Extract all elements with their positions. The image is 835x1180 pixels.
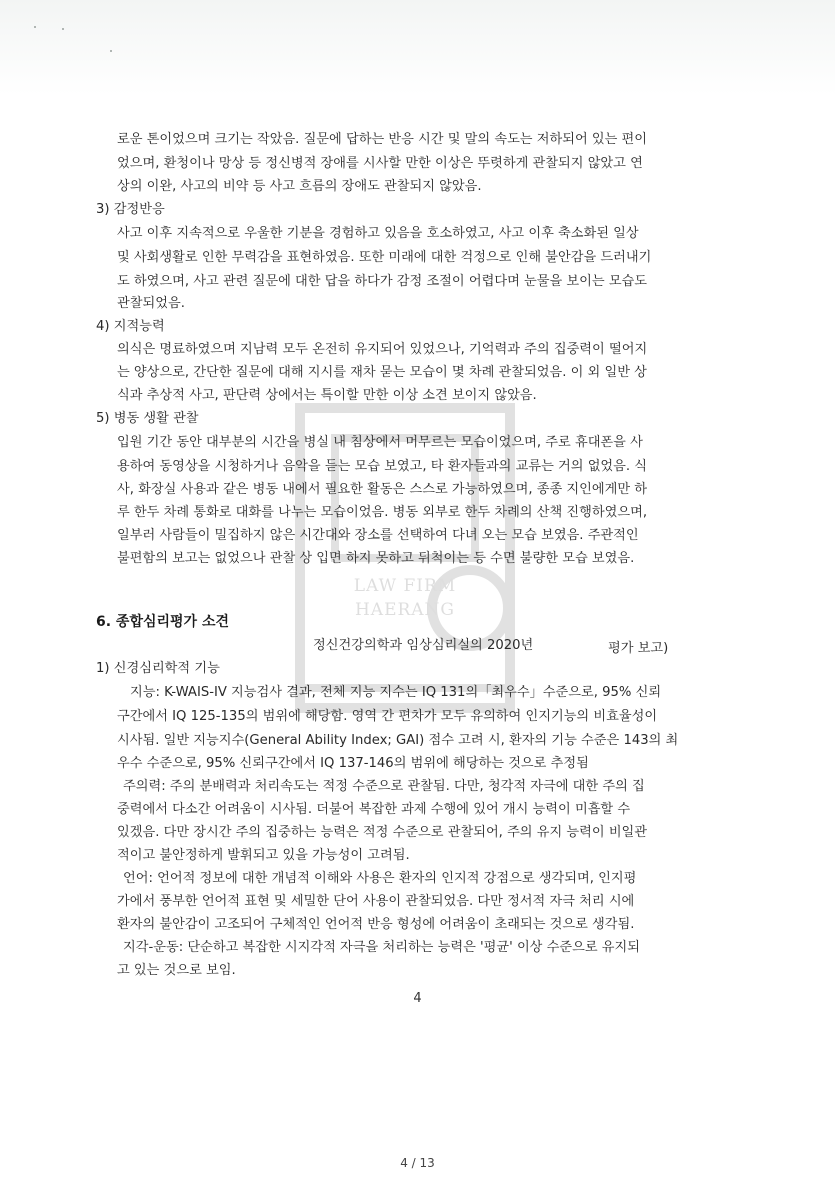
- body-line: 중력에서 다소간 어려움이 시사됨. 더불어 복잡한 과제 수행에 있어 개시 능력이 미흡할 수: [117, 802, 631, 817]
- body-line: 고 있는 것으로 보임.: [117, 963, 236, 978]
- body-line: 식과 추상적 사고, 판단력 상에서는 특이할 만한 이상 소견 보이지 않았음.: [117, 388, 537, 403]
- body-line: 사, 화장실 사용과 같은 병동 내에서 필요한 활동은 스스로 가능하였으며, 종종 지인에게만 하: [117, 482, 648, 497]
- body-line: 로운 톤이었으며 크기는 작았음. 질문에 답하는 반응 시간 및 말의 속도는 저하되어 있는 편이: [117, 132, 648, 147]
- scan-speck: [62, 28, 64, 30]
- body-line: 사고 이후 지속적으로 우울한 기분을 경험하고 있음을 호소하였고, 사고 이후 축소화된 일상: [117, 226, 639, 241]
- body-line: 용하여 동영상을 시청하거나 음악을 듣는 모습 보였고, 타 환자들과의 교류는 거의 없었음. 식: [117, 459, 648, 474]
- body-line: 환자의 불안감이 고조되어 구체적인 언어적 반응 형성에 어려움이 초래되는 것으로 생각됨.: [117, 917, 635, 932]
- body-line: 의식은 명료하였으며 지남력 모두 온전히 유지되어 있었으나, 기억력과 주의 집중력이 떨어지: [117, 342, 648, 357]
- section-heading: 3) 감정반응: [96, 202, 165, 217]
- body-line: 입원 기간 동안 대부분의 시간을 병실 내 침상에서 머무르는 모습이었으며, 주로 휴대폰을 사: [117, 435, 643, 450]
- scan-speck: [34, 26, 36, 28]
- body-line: 상의 이완, 사고의 비약 등 사고 흐름의 장애도 관찰되지 않았음.: [117, 179, 482, 194]
- body-line: 일부러 사람들이 밀집하지 않은 시간대와 장소를 선택하여 다녀 오는 모습 보였음. 주관적인: [117, 528, 639, 543]
- section-heading: 1) 신경심리학적 기능: [96, 661, 220, 676]
- page-number: 4: [413, 991, 422, 1006]
- viewer-page-indicator: 4 / 13: [400, 1156, 435, 1170]
- body-line: 가에서 풍부한 언어적 표현 및 세밀한 단어 사용이 관찰되었음. 다만 정서적 자극 처리 시에: [117, 894, 635, 909]
- body-line: 었으며, 환청이나 망상 등 정신병적 장애를 시사할 만한 이상은 뚜렷하게 관찰되지 않았고 연: [117, 156, 643, 171]
- body-line: 있겠음. 다만 장시간 주의 집중하는 능력은 적정 수준으로 관찰되어, 주의 유지 능력이 비일관: [117, 825, 648, 840]
- body-line: 언어: 언어적 정보에 대한 개념적 이해와 사용은 환자의 인지적 강점으로 생각되며, 인지평: [123, 871, 637, 886]
- section-heading: 4) 지적능력: [96, 319, 165, 334]
- watermark-text: HAERANG: [354, 600, 456, 620]
- chapter-heading: 6. 종합심리평가 소견: [96, 614, 229, 630]
- watermark-text: LAW FIRM: [353, 576, 457, 596]
- source-note: 평가 보고): [608, 641, 669, 656]
- body-line: 지각-운동: 단순하고 복잡한 시지각적 자극을 처리하는 능력은 '평균' 이상 수준으로 유지되: [123, 940, 640, 955]
- body-line: 는 양상으로, 간단한 질문에 대해 지시를 재차 묻는 모습이 몇 차례 관찰되었음. 이 외 일반 상: [117, 365, 647, 380]
- body-line: 루 한두 차례 통화로 대화를 나누는 모습이었음. 병동 외부로 한두 차례의 산책 진행하였으며,: [117, 505, 648, 520]
- scan-speck: [110, 50, 112, 52]
- body-line: 주의력: 주의 분배력과 처리속도는 적정 수준으로 관찰됨. 다만, 청각적 자극에 대한 주의 집: [123, 779, 645, 794]
- body-line: 지능: K-WAIS-IV 지능검사 결과, 전체 지능 지수는 IQ 131의「최우수」수준으로, 95% 신뢰: [130, 685, 662, 700]
- body-line: 우수 수준으로, 95% 신뢰구간에서 IQ 137-146의 범위에 해당하는 것으로 추정됨: [117, 756, 589, 771]
- body-line: 및 사회생활로 인한 무력감을 표현하였음. 또한 미래에 대한 걱정으로 인해 불안감을 드러내기: [117, 250, 652, 265]
- source-note: 정신건강의학과 임상심리실의 2020년: [313, 638, 534, 653]
- scan-shadow: [0, 0, 835, 95]
- body-line: 도 하였으며, 사고 관련 질문에 대한 답을 하다가 감정 조절이 어렵다며 눈물을 보이는 모습도: [117, 274, 648, 289]
- body-line: 관찰되었음.: [117, 296, 185, 311]
- body-line: 불편함의 보고는 없었으나 관찰 상 입면 하지 못하고 뒤척이는 등 수면 불량한 모습 보였음.: [117, 551, 635, 566]
- body-line: 구간에서 IQ 125-135의 범위에 해당함. 영역 간 편차가 모두 유의하여 인지기능의 비효율성이: [117, 709, 658, 724]
- body-line: 적이고 불안정하게 발휘되고 있을 가능성이 고려됨.: [117, 848, 410, 863]
- body-line: 시사됨. 일반 지능지수(General Ability Index; GAI) 점수 고려 시, 환자의 기능 수준은 143의 최: [117, 733, 679, 748]
- section-heading: 5) 병동 생활 관찰: [96, 411, 199, 426]
